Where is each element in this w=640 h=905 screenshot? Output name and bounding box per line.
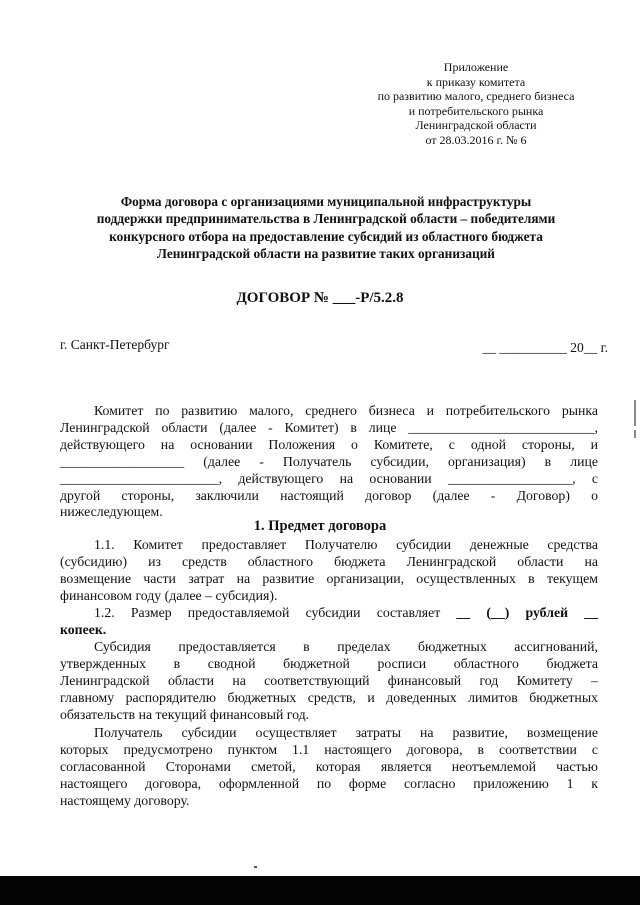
subsidy-amount: __ (__) рублей __ xyxy=(456,605,598,620)
text-line: другой стороны, заключили настоящий договор (далее - Договор) о xyxy=(60,487,598,503)
text-line: нижеследующем. xyxy=(60,504,163,520)
form-title-line: Форма договора с организациями муниципальной инфраструктуры xyxy=(120,194,532,209)
text-line: финансовом году (далее – субсидия). xyxy=(60,587,278,603)
form-title-line: Ленинградской области на развитие таких организаций xyxy=(157,246,495,262)
text-line: утвержденных в сводной бюджетной росписи областного бюджета xyxy=(60,655,598,671)
text-line: 1.1. Комитет предоставляет Получателю субсидии денежные средства xyxy=(94,537,598,552)
text-line: действующего на основании Положения о Комитете, с одной стороны, и xyxy=(60,436,598,452)
clause-1-1 xyxy=(60,537,598,605)
text-line: которых предусмотрено пунктом 1.1 настоящего договора, в соответствии с xyxy=(60,741,598,757)
text-line: Ленинградской области на соответствующий финансовый год Комитету – xyxy=(60,672,598,688)
text-line: _______________________, действующего на основании __________________, с xyxy=(60,470,598,486)
text-line: __________________ (далее - Получатель субсидии, организация) в лице xyxy=(60,453,598,469)
form-title-line: конкурсного отбора на предоставление субсидий из областного бюджета xyxy=(109,228,543,244)
appendix-line: к приказу комитета xyxy=(426,74,526,89)
section-heading: 1. Предмет договора xyxy=(253,518,387,534)
scan-edge-mark xyxy=(634,430,636,438)
text-line: главному распорядителю бюджетных средств, и доведенных лимитов бюджетных xyxy=(60,689,598,705)
text-line: обязательств на текущий финансовый год. xyxy=(60,706,310,722)
appendix-line: по развитию малого, среднего бизнеса xyxy=(377,89,575,104)
text-line xyxy=(60,605,598,622)
scan-edge-mark xyxy=(634,400,636,426)
contract-date: __ __________ 20__ г. xyxy=(482,340,608,355)
appendix-header xyxy=(340,60,612,148)
text-line: настоящего договора, оформленной по форме согласно приложению 1 к xyxy=(60,775,598,791)
text-line: Субсидия предоставляется в пределах бюджетных ассигнований, xyxy=(94,639,598,654)
text-line: Комитет по развитию малого, среднего бизнеса и потребительского рынка xyxy=(94,403,598,418)
text-line: (субсидию) из средств областного бюджета Ленинградской области на xyxy=(60,553,598,569)
appendix-line: и потребительского рынка xyxy=(408,103,544,118)
contract-city: г. Санкт-Петербург xyxy=(60,337,170,352)
text-line: согласованной Сторонами сметой, которая является неотъемлемой частью xyxy=(60,758,598,774)
text-line: Ленинградской области (далее - Комитет) в лице ___________________________, xyxy=(60,419,598,435)
scan-bottom-bar xyxy=(0,876,640,905)
scan-speck xyxy=(254,866,257,868)
clause-1-2 xyxy=(60,605,598,639)
appendix-line: Ленинградской области xyxy=(415,118,537,133)
form-title xyxy=(56,193,596,263)
form-title-line: поддержки предпринимательства в Ленинградской области – победителями xyxy=(96,211,556,227)
contract-title: ДОГОВОР № ___-Р/5.2.8 xyxy=(236,290,404,306)
clause-1-2-prefix: 1.2. Размер предоставляемой субсидии составляет xyxy=(94,605,441,620)
subsidy-paragraph xyxy=(60,639,598,724)
appendix-line: Приложение xyxy=(443,60,509,74)
intro-paragraph xyxy=(60,403,598,521)
subsidy-amount-end: копеек. xyxy=(60,621,107,637)
recipient-paragraph xyxy=(60,725,598,810)
text-line: Получатель субсидии осуществляет затраты на развитие, возмещение xyxy=(94,725,598,740)
text-line: настоящему договору. xyxy=(60,792,190,808)
appendix-line: от 28.03.2016 г. № 6 xyxy=(425,132,527,147)
text-line: возмещение части затрат на развитие организации, осуществленных в текущем xyxy=(60,570,598,586)
